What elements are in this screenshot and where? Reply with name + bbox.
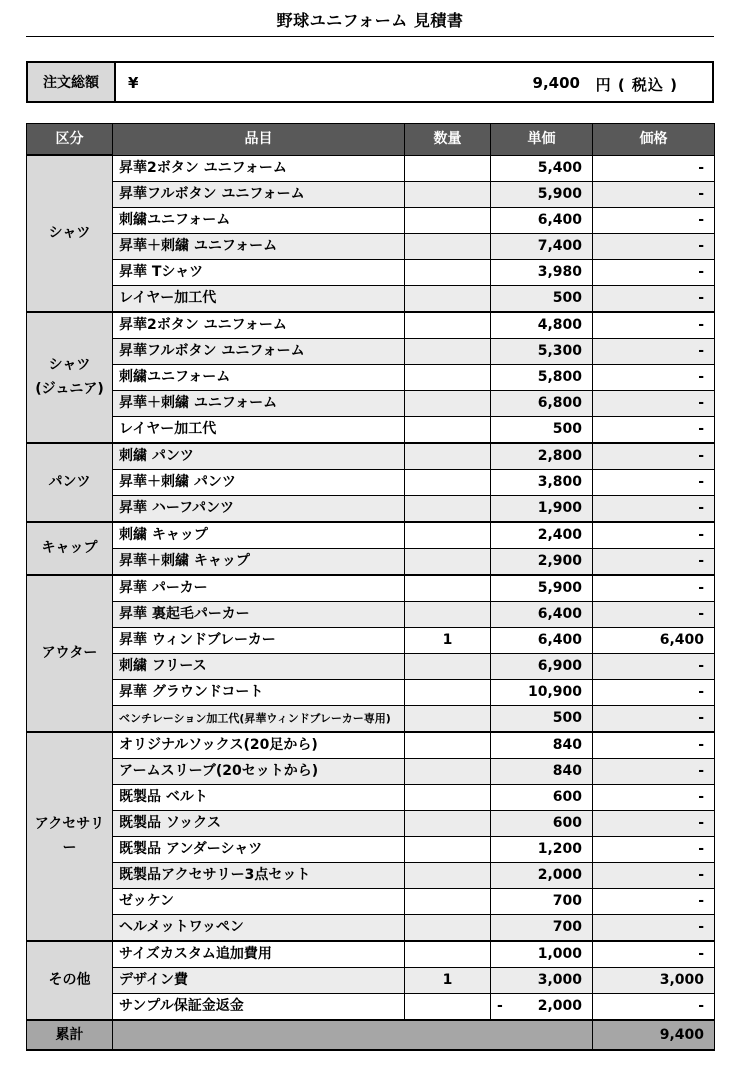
item-unit-price	[491, 364, 593, 390]
unit-price-value: 600	[552, 788, 582, 805]
item-quantity[interactable]	[405, 469, 491, 495]
item-quantity[interactable]	[405, 836, 491, 862]
table-row	[27, 285, 715, 312]
item-name: サイズカスタム追加費用	[113, 941, 405, 968]
item-unit-price	[491, 181, 593, 207]
table-row	[27, 469, 715, 495]
header-item: 品目	[113, 124, 405, 156]
total-label: 累計	[27, 1020, 113, 1050]
item-price: -	[593, 364, 715, 390]
unit-price-value: 600	[552, 814, 582, 831]
item-price: -	[593, 993, 715, 1020]
item-name: 昇華フルボタン ユニフォーム	[113, 338, 405, 364]
unit-price-value: 5,300	[537, 342, 582, 359]
table-row	[27, 495, 715, 522]
item-unit-price	[491, 653, 593, 679]
item-price: 6,400	[593, 627, 715, 653]
table-row	[27, 914, 715, 941]
item-unit-price	[491, 155, 593, 181]
item-unit-price	[491, 914, 593, 941]
table-row	[27, 443, 715, 470]
table-header-row	[27, 124, 715, 156]
table-row	[27, 207, 715, 233]
item-name: 昇華 裏起毛パーカー	[113, 601, 405, 627]
item-quantity[interactable]	[405, 653, 491, 679]
item-unit-price	[491, 312, 593, 339]
item-price: -	[593, 312, 715, 339]
table-row	[27, 390, 715, 416]
category-label: シャツ	[48, 357, 91, 373]
unit-price-value: 1,000	[537, 945, 582, 962]
unit-price-value: 5,900	[537, 185, 582, 202]
item-unit-price	[491, 495, 593, 522]
item-unit-price	[491, 575, 593, 602]
unit-price-value: 2,400	[537, 526, 582, 543]
unit-price-value: 6,400	[537, 605, 582, 622]
item-unit-price	[491, 810, 593, 836]
table-row	[27, 758, 715, 784]
category-label: アウター	[41, 645, 98, 661]
table-row	[27, 627, 715, 653]
negative-sign: -	[497, 997, 503, 1014]
item-price: -	[593, 155, 715, 181]
unit-price-value: 10,900	[527, 683, 582, 700]
item-name: 昇華 Tシャツ	[113, 259, 405, 285]
table-row	[27, 836, 715, 862]
header-unit-price: 単価	[491, 124, 593, 156]
table-row	[27, 155, 715, 181]
item-name: 既製品アクセサリー3点セット	[113, 862, 405, 888]
item-price: -	[593, 810, 715, 836]
item-price: -	[593, 941, 715, 968]
item-name: 昇華2ボタン ユニフォーム	[113, 312, 405, 339]
item-quantity[interactable]	[405, 862, 491, 888]
page-title: 野球ユニフォーム 見積書	[276, 11, 464, 30]
unit-price-value: 840	[552, 736, 582, 753]
table-row	[27, 967, 715, 993]
item-name: 昇華＋刺繍 ユニフォーム	[113, 390, 405, 416]
table-row	[27, 653, 715, 679]
item-price: -	[593, 416, 715, 443]
order-total-amount: 9,400	[532, 74, 580, 92]
table-row	[27, 259, 715, 285]
item-quantity[interactable]	[405, 575, 491, 602]
item-price: -	[593, 259, 715, 285]
item-price: -	[593, 862, 715, 888]
item-name: 刺繍ユニフォーム	[113, 364, 405, 390]
item-quantity[interactable]	[405, 993, 491, 1020]
item-quantity[interactable]	[405, 390, 491, 416]
item-price: 3,000	[593, 967, 715, 993]
category-cell	[27, 732, 113, 941]
category-label: その他	[48, 972, 91, 988]
category-cell	[27, 941, 113, 1020]
table-row	[27, 338, 715, 364]
unit-price-value: 7,400	[537, 237, 582, 254]
item-name: 昇華 パーカー	[113, 575, 405, 602]
table-row	[27, 364, 715, 390]
item-quantity[interactable]	[405, 784, 491, 810]
item-unit-price	[491, 259, 593, 285]
item-unit-price	[491, 679, 593, 705]
item-quantity[interactable]	[405, 285, 491, 312]
item-unit-price	[491, 285, 593, 312]
table-row	[27, 416, 715, 443]
item-unit-price	[491, 705, 593, 732]
item-unit-price	[491, 390, 593, 416]
category-cell	[27, 443, 113, 522]
unit-price-value: 4,800	[537, 316, 582, 333]
unit-price-value: 5,400	[537, 159, 582, 176]
order-total-unit: 円 ( 税込 )	[595, 76, 678, 94]
header-price: 価格	[593, 124, 715, 156]
item-quantity[interactable]	[405, 522, 491, 549]
item-quantity[interactable]	[405, 416, 491, 443]
category-label: シャツ	[48, 225, 91, 242]
item-price: -	[593, 888, 715, 914]
item-unit-price	[491, 888, 593, 914]
title-divider	[26, 36, 714, 37]
item-quantity[interactable]	[405, 181, 491, 207]
unit-price-value: 6,800	[537, 394, 582, 411]
item-price: -	[593, 469, 715, 495]
item-quantity[interactable]	[405, 312, 491, 339]
item-name: 昇華2ボタン ユニフォーム	[113, 155, 405, 181]
item-unit-price	[491, 548, 593, 575]
unit-price-value: 3,980	[537, 263, 582, 280]
table-row	[27, 522, 715, 549]
order-total-box	[26, 61, 714, 103]
item-name: 昇華＋刺繍 ユニフォーム	[113, 233, 405, 259]
category-label: パンツ	[48, 474, 91, 490]
item-unit-price	[491, 469, 593, 495]
item-name: 刺繍 フリース	[113, 653, 405, 679]
item-name: レイヤー加工代	[113, 285, 405, 312]
item-unit-price	[491, 784, 593, 810]
table-row	[27, 888, 715, 914]
item-unit-price	[491, 862, 593, 888]
item-name: ヘルメットワッペン	[113, 914, 405, 941]
item-unit-price	[491, 993, 593, 1020]
item-unit-price	[491, 601, 593, 627]
category-cell	[27, 575, 113, 732]
item-price: -	[593, 758, 715, 784]
item-price: -	[593, 495, 715, 522]
item-unit-price	[491, 522, 593, 549]
table-row	[27, 862, 715, 888]
item-quantity[interactable]	[405, 338, 491, 364]
table-row	[27, 705, 715, 732]
item-quantity[interactable]	[405, 155, 491, 181]
category-label: (ジュニア)	[35, 381, 104, 397]
category-label: キャップ	[41, 540, 98, 556]
header-category: 区分	[27, 124, 113, 156]
item-price: -	[593, 679, 715, 705]
item-name: 昇華 グラウンドコート	[113, 679, 405, 705]
item-price: -	[593, 390, 715, 416]
unit-price-value: 2,900	[537, 552, 582, 569]
quote-table-body	[27, 155, 715, 1020]
item-unit-price	[491, 758, 593, 784]
item-name: 昇華＋刺繍 キャップ	[113, 548, 405, 575]
item-unit-price	[491, 338, 593, 364]
item-price: -	[593, 233, 715, 259]
item-price: -	[593, 914, 715, 941]
item-quantity[interactable]	[405, 548, 491, 575]
item-name: オリジナルソックス(20足から)	[113, 732, 405, 759]
item-price: -	[593, 575, 715, 602]
item-unit-price	[491, 416, 593, 443]
item-quantity[interactable]	[405, 364, 491, 390]
item-quantity[interactable]	[405, 810, 491, 836]
item-name: 既製品 ソックス	[113, 810, 405, 836]
unit-price-value: 3,800	[537, 473, 582, 490]
item-quantity[interactable]: 1	[405, 967, 491, 993]
item-name: 昇華＋刺繍 パンツ	[113, 469, 405, 495]
item-quantity[interactable]	[405, 443, 491, 470]
table-row	[27, 548, 715, 575]
category-cell	[27, 312, 113, 443]
item-name: 刺繍ユニフォーム	[113, 207, 405, 233]
item-price: -	[593, 653, 715, 679]
unit-price-value: 5,900	[537, 579, 582, 596]
table-row	[27, 181, 715, 207]
total-spacer	[113, 1020, 593, 1050]
unit-price-value: 6,400	[537, 631, 582, 648]
item-name: 昇華 ハーフパンツ	[113, 495, 405, 522]
table-row	[27, 312, 715, 339]
item-price: -	[593, 601, 715, 627]
table-row	[27, 941, 715, 968]
order-total-value	[116, 63, 712, 101]
total-row	[27, 1020, 715, 1050]
item-name: レイヤー加工代	[113, 416, 405, 443]
item-unit-price	[491, 967, 593, 993]
table-row	[27, 679, 715, 705]
item-quantity[interactable]	[405, 233, 491, 259]
unit-price-value: 6,400	[537, 211, 582, 228]
item-name: サンプル保証金返金	[113, 993, 405, 1020]
item-quantity[interactable]	[405, 705, 491, 732]
table-row	[27, 784, 715, 810]
item-quantity[interactable]	[405, 495, 491, 522]
category-cell	[27, 155, 113, 312]
item-unit-price	[491, 627, 593, 653]
item-name: デザイン費	[113, 967, 405, 993]
currency-symbol: ¥	[128, 74, 139, 92]
unit-price-value: 2,000	[537, 866, 582, 883]
item-quantity[interactable]	[405, 732, 491, 759]
item-price: -	[593, 338, 715, 364]
quote-table	[26, 123, 715, 1051]
item-unit-price	[491, 233, 593, 259]
table-row	[27, 575, 715, 602]
item-unit-price	[491, 941, 593, 968]
table-row	[27, 233, 715, 259]
table-row	[27, 993, 715, 1020]
unit-price-value: 840	[552, 762, 582, 779]
item-unit-price	[491, 443, 593, 470]
item-quantity[interactable]	[405, 601, 491, 627]
item-quantity[interactable]: 1	[405, 627, 491, 653]
unit-price-value: 6,900	[537, 657, 582, 674]
item-name: アームスリーブ(20セットから)	[113, 758, 405, 784]
item-name: 刺繍 キャップ	[113, 522, 405, 549]
item-name: 既製品 ベルト	[113, 784, 405, 810]
item-price: -	[593, 705, 715, 732]
item-price: -	[593, 836, 715, 862]
table-row	[27, 601, 715, 627]
table-row	[27, 810, 715, 836]
item-name: ゼッケン	[113, 888, 405, 914]
unit-price-value: 5,800	[537, 368, 582, 385]
item-price: -	[593, 285, 715, 312]
item-name: 昇華 ウィンドブレーカー	[113, 627, 405, 653]
item-price: -	[593, 207, 715, 233]
unit-price-value: 1,200	[537, 840, 582, 857]
unit-price-value: 3,000	[537, 971, 582, 988]
unit-price-value: 2,800	[537, 447, 582, 464]
item-quantity[interactable]	[405, 888, 491, 914]
table-row	[27, 732, 715, 759]
item-quantity[interactable]	[405, 207, 491, 233]
item-price: -	[593, 548, 715, 575]
unit-price-value: 500	[552, 289, 582, 306]
item-price: -	[593, 522, 715, 549]
item-quantity[interactable]	[405, 259, 491, 285]
item-unit-price	[491, 732, 593, 759]
category-label: アクセサリー	[34, 816, 105, 856]
unit-price-value: 1,900	[537, 499, 582, 516]
item-quantity[interactable]	[405, 941, 491, 968]
category-cell	[27, 522, 113, 575]
total-value: 9,400	[593, 1020, 715, 1050]
unit-price-value: 500	[552, 420, 582, 437]
unit-price-value: 700	[552, 892, 582, 909]
unit-price-value: 2,000	[537, 997, 582, 1014]
header-quantity: 数量	[405, 124, 491, 156]
item-quantity[interactable]	[405, 758, 491, 784]
item-unit-price	[491, 207, 593, 233]
order-total-label: 注文総額	[28, 63, 116, 101]
unit-price-value: 700	[552, 918, 582, 935]
item-name: 既製品 アンダーシャツ	[113, 836, 405, 862]
item-name: 刺繍 パンツ	[113, 443, 405, 470]
item-name: 昇華フルボタン ユニフォーム	[113, 181, 405, 207]
item-quantity[interactable]	[405, 679, 491, 705]
item-unit-price	[491, 836, 593, 862]
item-price: -	[593, 732, 715, 759]
item-price: -	[593, 181, 715, 207]
item-name: ベンチレーション加工代(昇華ウィンドブレーカー専用)	[113, 705, 405, 732]
item-price: -	[593, 443, 715, 470]
unit-price-value: 500	[552, 709, 582, 726]
item-quantity[interactable]	[405, 914, 491, 941]
item-price: -	[593, 784, 715, 810]
